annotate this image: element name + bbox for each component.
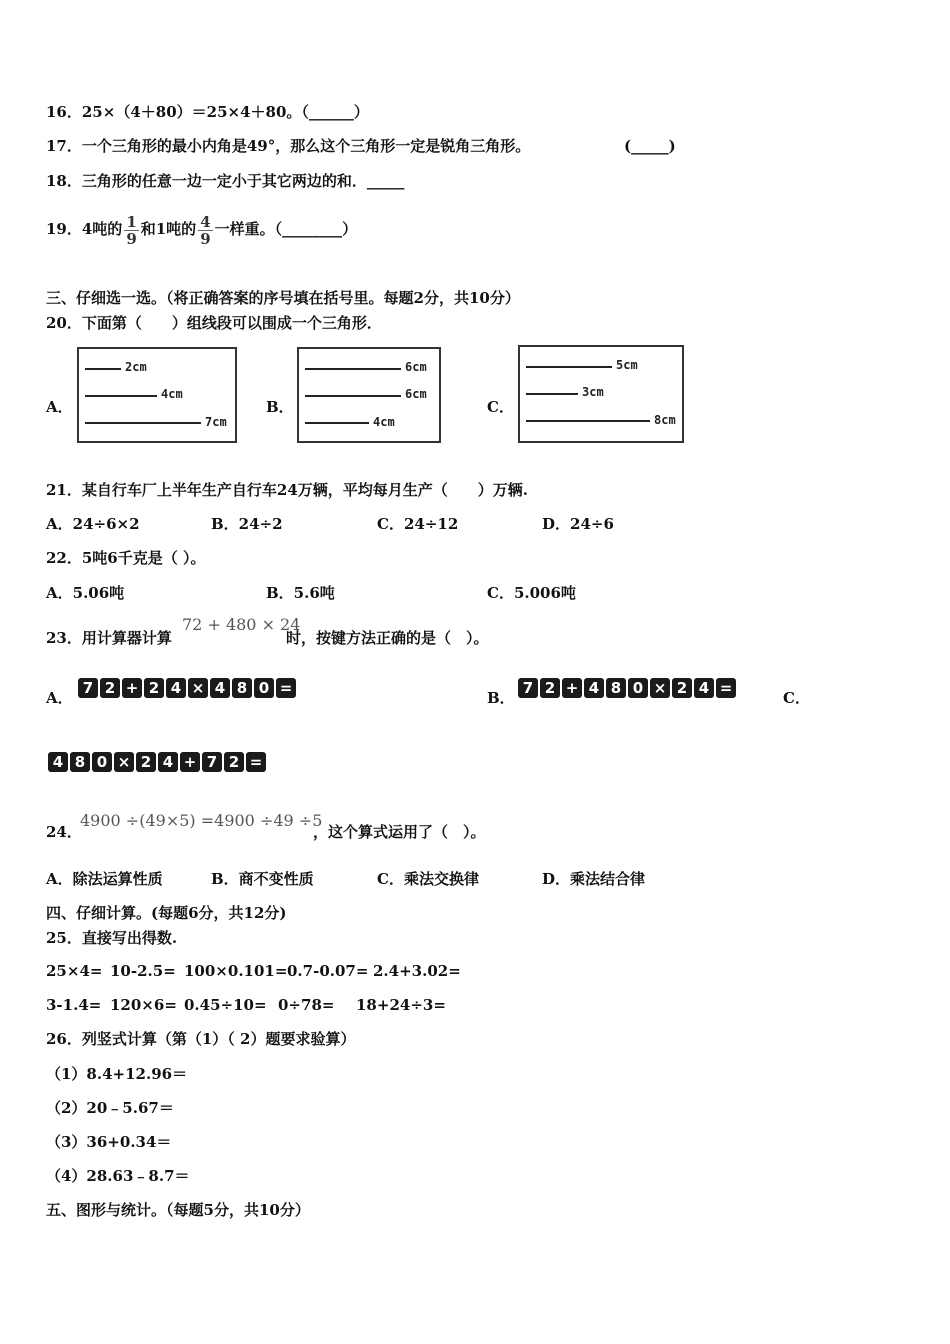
segment-line: [526, 420, 650, 422]
q23-option-c-label[interactable]: C．: [783, 689, 810, 707]
calc-key: +: [562, 678, 582, 698]
segment-line: [305, 422, 369, 424]
q23-expression: 72 + 480 × 24: [182, 615, 301, 634]
q25-item: 25×4=: [46, 962, 103, 980]
q25-item: 0÷78=: [278, 996, 335, 1014]
calc-key: +: [122, 678, 142, 698]
segment-label: 7cm: [205, 415, 227, 429]
segment-line: [526, 393, 578, 395]
q21-option-c[interactable]: C．24÷12: [377, 515, 459, 533]
segment-label: 3cm: [582, 385, 604, 399]
q23-option-b-keys: [518, 678, 736, 698]
q19-post: 一样重。（________）: [214, 220, 358, 238]
question-19: [46, 207, 357, 251]
calc-key: 4: [584, 678, 604, 698]
fraction-1-9: $\frac{1}{9}$: [126, 212, 137, 248]
section-5-title: 五、图形与统计。（每题5分，共10分）: [46, 1201, 310, 1219]
calc-key: ×: [114, 752, 134, 772]
q21-option-d[interactable]: D．24÷6: [542, 515, 614, 533]
q25-item: 18+24÷3=: [356, 996, 446, 1014]
calc-key: 4: [166, 678, 186, 698]
question-16: 16．25×（4＋80）＝25×4＋80。（______）: [46, 103, 369, 121]
q20-option-a-figure: [77, 347, 237, 443]
calc-key: 4: [210, 678, 230, 698]
calc-key: 2: [672, 678, 692, 698]
q26-item: （3）36+0.34＝: [46, 1133, 172, 1151]
calc-key: 2: [540, 678, 560, 698]
segment-label: 5cm: [616, 358, 638, 372]
calc-key: 2: [136, 752, 156, 772]
question-26: 26．列竖式计算（第（1）（ 2）题要求验算）: [46, 1030, 356, 1048]
q26-item: （2）20﹣5.67＝: [46, 1099, 174, 1117]
segment-line: [85, 395, 157, 397]
section-3-title: 三、仔细选一选。（将正确答案的序号填在括号里。每题2分，共10分）: [46, 289, 520, 307]
q22-option-c[interactable]: C．5.006吨: [487, 584, 576, 602]
question-17: 17．一个三角形的最小内角是49°，那么这个三角形一定是锐角三角形。: [46, 137, 531, 155]
q19-mid: 和1吨的: [140, 220, 197, 238]
question-23-pre: 23．用计算器计算: [46, 629, 172, 647]
q20-option-b-figure: [297, 347, 441, 443]
calc-key: =: [276, 678, 296, 698]
segment-line: [85, 368, 121, 370]
q25-item: 0.7-0.07=: [287, 962, 369, 980]
calc-key: 7: [78, 678, 98, 698]
q25-item: 120×6=: [110, 996, 177, 1014]
q20-option-b-label[interactable]: B．: [266, 398, 294, 416]
question-23-post: 时，按键方法正确的是（ ）。: [286, 629, 489, 647]
q26-item: （4）28.63﹣8.7＝: [46, 1167, 190, 1185]
calc-key: 8: [70, 752, 90, 772]
segment-line: [526, 366, 612, 368]
segment-label: 4cm: [161, 387, 183, 401]
calc-key: 2: [144, 678, 164, 698]
segment-label: 2cm: [125, 360, 147, 374]
q25-item: 100×0.101=: [184, 962, 288, 980]
segment-label: 8cm: [654, 413, 676, 427]
q26-item: （1）8.4+12.96＝: [46, 1065, 188, 1083]
calc-key: +: [180, 752, 200, 772]
q25-item: 10-2.5=: [110, 962, 176, 980]
q24-option-c[interactable]: C．乘法交换律: [377, 870, 479, 888]
calc-key: 7: [518, 678, 538, 698]
question-22: 22．5吨6千克是（ ）。: [46, 549, 206, 567]
calc-key: =: [246, 752, 266, 772]
calc-key: 4: [694, 678, 714, 698]
calc-key: 2: [100, 678, 120, 698]
segment-label: 6cm: [405, 360, 427, 374]
q24-expression: 4900 ÷(49×5) =4900 ÷49 ÷5: [80, 811, 323, 830]
q23-option-c-keys: [48, 752, 266, 772]
calc-key: 0: [254, 678, 274, 698]
answer-blank-17[interactable]: (_____): [624, 137, 676, 155]
calc-key: 2: [224, 752, 244, 772]
calc-key: 0: [628, 678, 648, 698]
question-24-post: ，这个算式运用了（ ）。: [313, 823, 486, 841]
question-18: 18．三角形的任意一边一定小于其它两边的和．_____: [46, 172, 405, 190]
q24-option-a[interactable]: A．除法运算性质: [46, 870, 163, 888]
q22-option-b[interactable]: B．5.6吨: [266, 584, 335, 602]
calc-key: 4: [48, 752, 68, 772]
q25-item: 2.4+3.02=: [373, 962, 461, 980]
question-20: 20．下面第（ ）组线段可以围成一个三角形．: [46, 314, 382, 332]
calc-key: ×: [650, 678, 670, 698]
segment-label: 6cm: [405, 387, 427, 401]
q20-option-c-figure: [518, 345, 684, 443]
q25-item: 0.45÷10=: [184, 996, 267, 1014]
q23-option-a-keys: [78, 678, 296, 698]
calc-key: 0: [92, 752, 112, 772]
fraction-4-9: $\frac{4}{9}$: [200, 212, 211, 248]
q25-item: 3-1.4=: [46, 996, 102, 1014]
calc-key: 7: [202, 752, 222, 772]
question-21: 21．某自行车厂上半年生产自行车24万辆，平均每月生产（ ）万辆.: [46, 481, 528, 499]
calc-key: 8: [232, 678, 252, 698]
segment-label: 4cm: [373, 415, 395, 429]
segment-line: [305, 368, 401, 370]
segment-line: [85, 422, 201, 424]
q24-option-d[interactable]: D．乘法结合律: [542, 870, 646, 888]
question-25: 25．直接写出得数.: [46, 929, 178, 947]
segment-line: [305, 395, 401, 397]
q19-pre: 19．4吨的: [46, 220, 123, 238]
calc-key: ×: [188, 678, 208, 698]
q21-option-a[interactable]: A．24÷6×2: [46, 515, 140, 533]
q23-option-a-label[interactable]: A．: [46, 689, 73, 707]
calc-key: 4: [158, 752, 178, 772]
question-24-pre: 24．: [46, 823, 82, 841]
calc-key: =: [716, 678, 736, 698]
section-4-title: 四、仔细计算。(每题6分，共12分): [46, 904, 287, 922]
q22-option-a[interactable]: A．5.06吨: [46, 584, 125, 602]
calc-key: 8: [606, 678, 626, 698]
q20-option-c-label[interactable]: C．: [487, 398, 514, 416]
q21-option-b[interactable]: B．24÷2: [211, 515, 283, 533]
q20-option-a-label[interactable]: A．: [46, 398, 73, 416]
q24-option-b[interactable]: B．商不变性质: [211, 870, 314, 888]
q23-option-b-label[interactable]: B．: [487, 689, 515, 707]
